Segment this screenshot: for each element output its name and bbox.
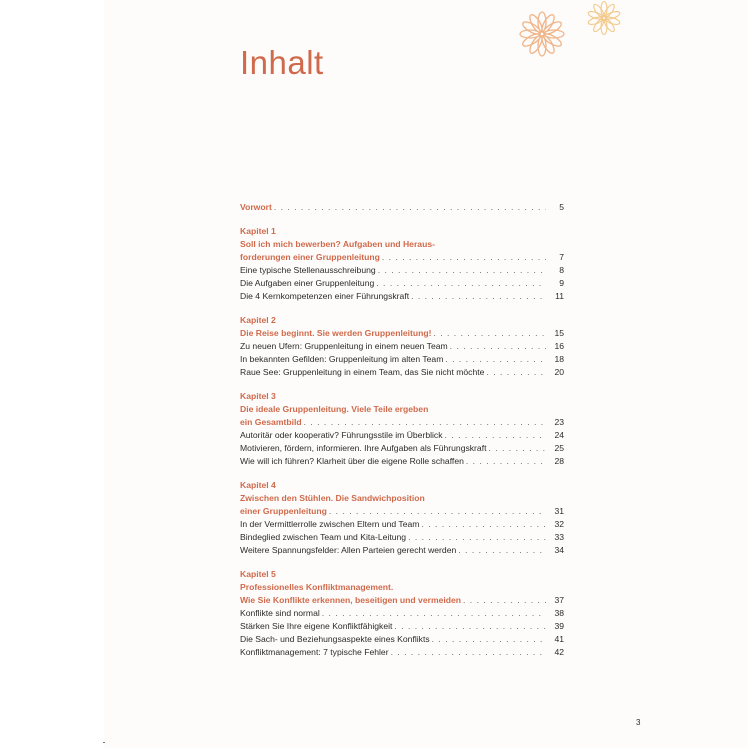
toc-page-number: 9: [559, 278, 564, 288]
chapter-heading-line: Soll ich mich bewerben? Aufgaben und Heraus-: [240, 239, 435, 249]
dot-leader: [408, 531, 546, 544]
chapter-heading-line: Professionelles Konfliktmanagement.: [240, 582, 394, 592]
dot-leader: [394, 620, 546, 633]
chapter-block: [240, 314, 564, 379]
toc-entry[interactable]: [240, 633, 564, 646]
toc-entry-title: Die 4 Kernkompetenzen einer Führungskraft: [240, 291, 410, 301]
toc-entry-title: Motivieren, fördern, informieren. Ihre Aufgaben als Führungskraft: [240, 443, 487, 453]
flower-decoration: [512, 0, 642, 64]
toc-page-number: 7: [559, 252, 564, 262]
toc-page-number: 24: [554, 430, 564, 440]
dot-leader: [304, 416, 546, 429]
toc-page-number: 38: [554, 608, 564, 618]
dot-leader: [463, 594, 546, 607]
chapter-heading-entry[interactable]: [240, 327, 564, 340]
chapter-label: Kapitel 1: [240, 226, 276, 236]
chapter-label: Kapitel 4: [240, 480, 276, 490]
page-title: Inhalt: [240, 44, 324, 81]
toc-entry[interactable]: [240, 429, 564, 442]
dot-leader: [411, 290, 546, 303]
toc-entry-title: Die Sach- und Beziehungsaspekte eines Konflikts: [240, 634, 430, 644]
dot-leader: [421, 518, 546, 531]
dot-leader: [322, 607, 546, 620]
chapter-heading-line: Die ideale Gruppenleitung. Viele Teile ergeben: [240, 404, 429, 414]
toc-entry-vorwort[interactable]: [240, 201, 564, 214]
chapter-heading: Die Reise beginnt. Sie werden Gruppenleitung!: [240, 328, 432, 338]
toc-entry-title: In der Vermittlerrolle zwischen Eltern und Team: [240, 519, 420, 529]
toc-page-number: 18: [554, 354, 564, 364]
flower-small-icon: [587, 2, 620, 35]
toc-entry[interactable]: [240, 531, 564, 544]
toc-page-number: 16: [554, 341, 564, 351]
dot-leader: [450, 340, 546, 353]
chapter-block: [240, 568, 564, 659]
toc-page-number: 28: [554, 456, 564, 466]
toc-entry[interactable]: [240, 366, 564, 379]
chapter-heading: ein Gesamtbild: [240, 417, 302, 427]
toc-page-number: 42: [554, 647, 564, 657]
toc-page-number: 15: [554, 328, 564, 338]
dot-leader: [376, 277, 546, 290]
chapter-heading-entry[interactable]: [240, 505, 564, 518]
dot-leader: [329, 505, 546, 518]
toc-entry-title: Die Aufgaben einer Gruppenleitung: [240, 278, 375, 288]
dot-leader: [274, 201, 546, 214]
chapter-heading-line: Zwischen den Stühlen. Die Sandwichposition: [240, 493, 425, 503]
chapter-block: [240, 479, 564, 557]
toc-page-number: 34: [554, 545, 564, 555]
toc-page-number: 8: [559, 265, 564, 275]
toc-page-number: 37: [554, 595, 564, 605]
chapter-heading-entry[interactable]: [240, 416, 564, 429]
toc-page-number: 32: [554, 519, 564, 529]
toc-entry[interactable]: [240, 277, 564, 290]
toc-entry-title: Bindeglied zwischen Team und Kita-Leitung: [240, 532, 407, 542]
dot-leader: [382, 251, 546, 264]
toc-entry-title: Konflikte sind normal: [240, 608, 320, 618]
chapter-label: Kapitel 2: [240, 315, 276, 325]
dot-leader: [445, 429, 546, 442]
page-number: 3: [636, 718, 641, 727]
toc-entry[interactable]: [240, 455, 564, 468]
toc-entry[interactable]: [240, 544, 564, 557]
chapter-heading-entry[interactable]: [240, 251, 564, 264]
chapter-heading-entry[interactable]: [240, 594, 564, 607]
toc-entry-title: Weitere Spannungsfelder: Allen Parteien gerecht werden: [240, 545, 457, 555]
toc-page-number: 39: [554, 621, 564, 631]
dot-leader: [458, 544, 546, 557]
toc-page-number: 31: [554, 506, 564, 516]
toc-entry-title: Raue See: Gruppenleitung in einem Team, das Sie nicht möchte: [240, 367, 485, 377]
print-mark: [103, 742, 105, 743]
table-of-contents: [240, 201, 564, 659]
toc-entry-title: Konfliktmanagement: 7 typische Fehler: [240, 647, 389, 657]
toc-entry[interactable]: [240, 264, 564, 277]
toc-entry-title: Zu neuen Ufern: Gruppenleitung in einem neuen Team: [240, 341, 448, 351]
toc-page-number: 23: [554, 417, 564, 427]
chapter-heading: forderungen einer Gruppenleitung: [240, 252, 380, 262]
chapter-heading: einer Gruppenleitung: [240, 506, 327, 516]
toc-page-number: 5: [559, 202, 564, 212]
toc-entry[interactable]: [240, 290, 564, 303]
dot-leader: [466, 455, 546, 468]
dot-leader: [378, 264, 546, 277]
dot-leader: [486, 366, 546, 379]
toc-entry[interactable]: [240, 607, 564, 620]
chapter-block: [240, 390, 564, 468]
toc-entry[interactable]: [240, 646, 564, 659]
dot-leader: [432, 633, 546, 646]
toc-page-number: 33: [554, 532, 564, 542]
toc-entry-title: Vorwort: [240, 202, 272, 212]
toc-page-number: 20: [554, 367, 564, 377]
chapter-block: [240, 225, 564, 303]
dot-leader: [445, 353, 546, 366]
toc-entry-title: Eine typische Stellenausschreibung: [240, 265, 376, 275]
toc-entry-title: Stärken Sie Ihre eigene Konfliktfähigkeit: [240, 621, 393, 631]
toc-entry[interactable]: [240, 620, 564, 633]
chapter-list: [240, 225, 564, 659]
toc-page-number: 25: [554, 443, 564, 453]
toc-entry-title: Wie will ich führen? Klarheit über die eigene Rolle schaffen: [240, 456, 464, 466]
toc-entry[interactable]: [240, 518, 564, 531]
dot-leader: [488, 442, 546, 455]
chapter-label: Kapitel 5: [240, 569, 276, 579]
toc-page-number: 11: [555, 291, 564, 301]
toc-entry-title: In bekannten Gefilden: Gruppenleitung im alten Team: [240, 354, 444, 364]
toc-entry[interactable]: [240, 353, 564, 366]
toc-page-number: 41: [554, 634, 564, 644]
toc-entry-title: Autoritär oder kooperativ? Führungsstile im Überblick: [240, 430, 443, 440]
chapter-label: Kapitel 3: [240, 391, 276, 401]
chapter-heading: Wie Sie Konflikte erkennen, beseitigen und vermeiden: [240, 595, 462, 605]
toc-entry[interactable]: [240, 340, 564, 353]
toc-entry[interactable]: [240, 442, 564, 455]
flower-large-icon: [520, 12, 564, 56]
dot-leader: [391, 646, 546, 659]
dot-leader: [433, 327, 546, 340]
